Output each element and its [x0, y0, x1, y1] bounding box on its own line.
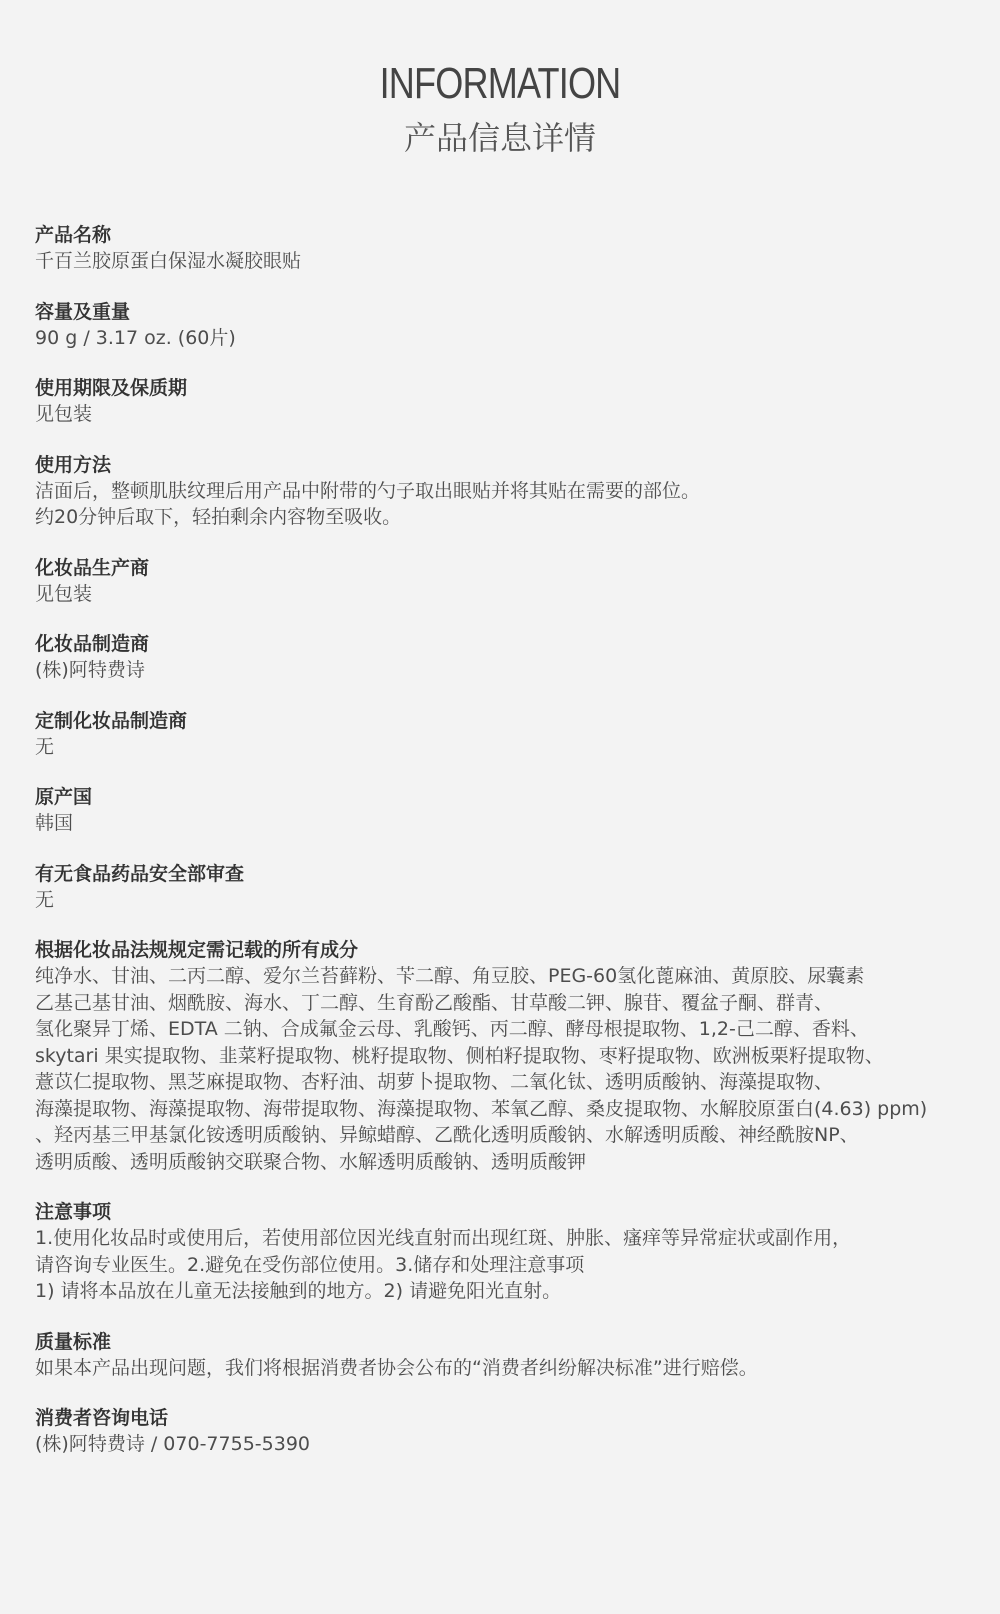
info-section-custom-manufacturer	[35, 708, 975, 761]
info-value: 无	[35, 888, 55, 911]
info-label: 根据化妆品法规规定需记载的所有成分	[35, 939, 359, 961]
info-value: 无	[35, 735, 55, 758]
info-value: 韩国	[35, 812, 74, 834]
info-section-precautions	[35, 1199, 975, 1305]
info-value: 见包装	[35, 403, 93, 425]
info-section-product-name	[35, 222, 975, 275]
page-header	[0, 56, 1000, 158]
info-value: (株)阿特费诗 / 070-7755-5390	[35, 1433, 310, 1455]
info-section-usage	[35, 452, 975, 531]
info-section-quality-standard	[35, 1329, 975, 1382]
info-label: 使用方法	[35, 453, 112, 476]
info-section-consumer-hotline	[35, 1405, 975, 1458]
info-value: 见包装	[35, 582, 93, 605]
info-section-producer	[35, 555, 975, 608]
info-value: 洁面后，整顿肌肤纹理后用产品中附带的勺子取出眼贴并将其贴在需要的部位。 约20分钟后取下，轻拍剩余内容物至吸收。	[35, 479, 701, 528]
info-label: 容量及重量	[35, 300, 131, 323]
info-section-origin	[35, 784, 975, 837]
info-label: 产品名称	[35, 224, 112, 246]
info-label: 化妆品生产商	[35, 556, 150, 579]
info-section-ingredients	[35, 937, 975, 1175]
info-label: 注意事项	[35, 1201, 112, 1223]
info-label: 有无食品药品安全部审查	[35, 862, 245, 885]
info-section-manufacturer	[35, 631, 975, 684]
info-value: (株)阿特费诗	[35, 659, 145, 681]
info-label: 化妆品制造商	[35, 633, 150, 655]
info-value: 1.使用化妆品时或使用后，若使用部位因光线直射而出现红斑、肿胀、瘙痒等异常症状或副作用， 请咨询专业医生。2.避免在受伤部位使用。3.储存和处理注意事项 1) 请将本品放在儿童无法接触到的地方。2) 请避免阳光直射。	[35, 1227, 852, 1302]
info-section-capacity	[35, 299, 975, 352]
info-label: 原产国	[35, 786, 93, 808]
page-title-cn: 产品信息详情	[403, 119, 596, 157]
page-title-en: INFORMATION	[379, 59, 621, 108]
info-list	[35, 222, 975, 1482]
info-value: 如果本产品出现问题，我们将根据消费者协会公布的“消费者纠纷解决标准”进行赔偿。	[35, 1356, 758, 1379]
info-value: 90 g / 3.17 oz. (60片)	[35, 326, 236, 349]
info-label: 消费者咨询电话	[35, 1407, 169, 1429]
info-label: 定制化妆品制造商	[35, 709, 188, 732]
info-section-mfds-review	[35, 861, 975, 914]
info-label: 使用期限及保质期	[35, 377, 188, 399]
info-section-expiry	[35, 375, 975, 428]
info-label: 质量标准	[35, 1330, 112, 1353]
info-value: 千百兰胶原蛋白保湿水凝胶眼贴	[35, 250, 302, 272]
info-value: 纯净水、甘油、二丙二醇、爱尔兰苔藓粉、苄二醇、角豆胶、PEG-60氢化蓖麻油、黄原胶、尿囊素 乙基己基甘油、烟酰胺、海水、丁二醇、生育酚乙酸酯、甘草酸二钾、腺苷、覆盆子酮、群青、 氢化聚异丁烯、EDTA 二钠、合成氟金云母、乳酸钙、丙二醇、酵母根提取物、1,2-己二醇、香料、 skytari 果实提取物、韭菜籽提取物、桃籽提取物、侧柏籽提取物、枣籽提取物、欧洲板栗籽提取物、 薏苡仁提取物、黑芝麻提取物、杏籽油、胡萝卜提取物、二氧化钛、透明质酸钠、海藻提取物、 海藻提取物、海藻提取物、海带提取物、海藻提取物、苯氧乙醇、桑皮提取物、水解胶原蛋白(4.63) ppm) 、羟丙基三甲基氯化铵透明质酸钠、异鲸蜡醇、乙酰化透明质酸钠、水解透明质酸、神经酰胺NP、 透明质酸、透明质酸钠交联聚合物、水解透明质酸钠、透明质酸钾	[35, 965, 928, 1173]
